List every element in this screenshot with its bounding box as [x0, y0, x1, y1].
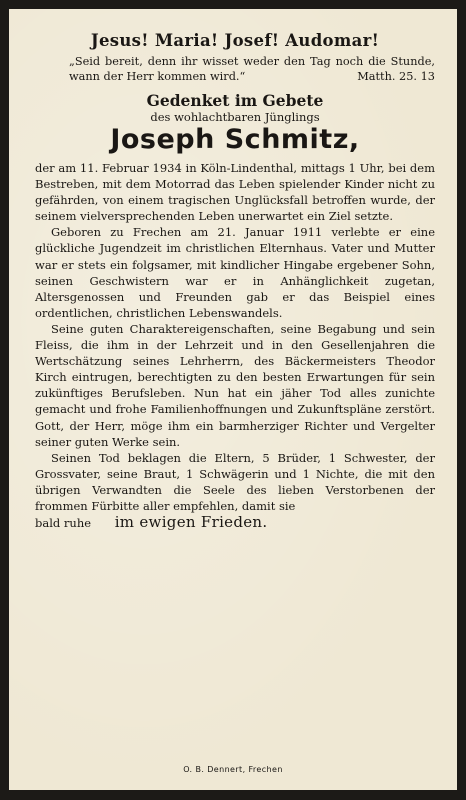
paragraph-mourners: Seinen Tod beklagen die Eltern, 5 Brüder, 1 Schwester, der Grossvater, seine Braut, 1 Schwägerin und 1 Nichte, die mit den übrigen Verwandten die Seele des lieben Verstorbenen der frommen Fürbitte aller empfehlen, damit sie	[35, 450, 435, 513]
subtitle-line: des wohlachtbaren Jünglings	[150, 110, 320, 124]
deceased-name: Joseph Schmitz,	[110, 124, 360, 155]
obituary-body	[35, 160, 435, 514]
closing-peace: im ewigen Frieden.	[114, 513, 268, 532]
paragraph-character: Seine guten Charaktereigenschaften, seine Begabung und sein Fleiss, die ihm in der Lehrzeit und in den Gesellenjahren die Wertschätzung seines Lehrherrn, des Bäckermeisters Theodor Kirch eintrugen, berechtigten zu den besten Erwartungen für sein zukünftiges Berufsleben. Nun hat ein jäher Tod alles zunichte gemacht und frohe Familienhoffnungen und Zukunftspläne zerstört. Gott, der Herr, möge ihm ein barmherziger Richter und Vergelter seiner guten Werke sein.	[35, 321, 435, 449]
closing-line	[35, 514, 435, 531]
invocation-heading: Jesus! Maria! Josef! Audomar!	[90, 31, 380, 50]
card-paper	[9, 9, 457, 790]
printer-imprint: O. B. Dennert, Frechen	[183, 765, 283, 774]
paragraph-death: der am 11. Februar 1934 in Köln-Lindenthal, mittags 1 Uhr, bei dem Bestreben, mit dem Motorrad das Leben spielender Kinder nicht zu gefährden, von einem tragischen Unglücksfall betroffen wurde, der seinem vielversprechenden Leben unerwartet ein Ziel setzte.	[35, 161, 435, 224]
closing-start: bald ruhe	[35, 516, 92, 531]
paragraph-youth: Geboren zu Frechen am 21. Januar 1911 verlebte er eine glückliche Jugendzeit im christlichen Elternhaus. Vater und Mutter war er stets ein folgsamer, mit kindlicher Hingabe ergebener Sohn, seinen Geschwistern war er in Anhänglichkeit zugetan, Altersgenossen und Freunden gab er das Beispiel eines ordentlichen, christlichen Lebenswandels.	[35, 225, 435, 320]
remembrance-heading: Gedenket im Gebete	[146, 91, 324, 110]
quote-text: „Seid bereit, denn ihr wisset weder den Tag noch die Stunde, wann der Herr kommen wird.“	[69, 55, 435, 83]
bible-quote	[69, 54, 435, 84]
quote-reference: Matth. 25. 13	[357, 70, 435, 83]
